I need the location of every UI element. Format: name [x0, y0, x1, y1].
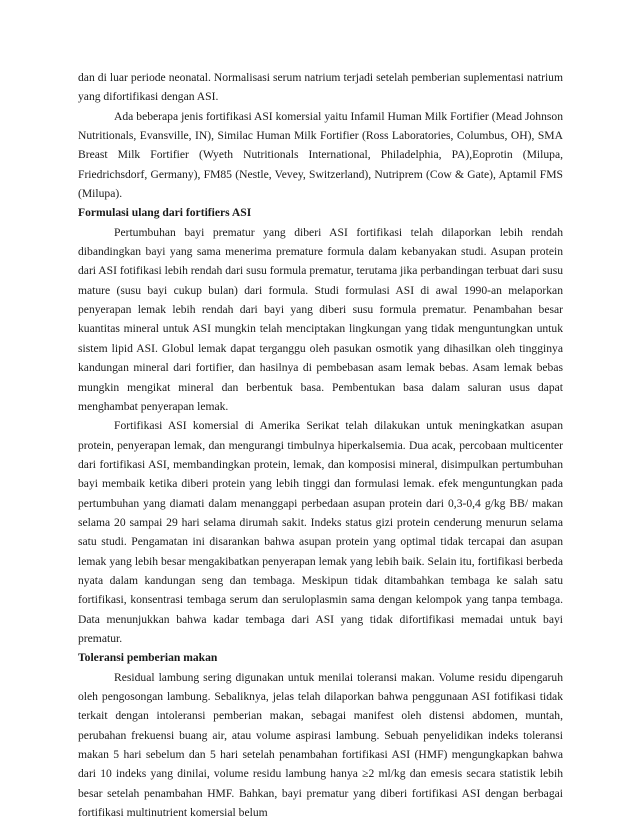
paragraph-continuation: dan di luar periode neonatal. Normalisasi serum natrium terjadi setelah pemberian suplementasi natrium yang difortifikasi dengan ASI. — [78, 71, 563, 104]
paragraph-us-fortification: Fortifikasi ASI komersial di Amerika Serikat telah dilakukan untuk meningkatkan asupan protein, penyerapan lemak, dan mengurangi timbulnya hiperkalsemia. Dua acak, percobaan multicenter dari fortifikasi ASI, membandingkan protein, lemak, dan komposisi mineral, disimpulkan pertumbuhan bayi membaik ketika diberi protein yang lebih tinggi dan formulasi lemak. efek menguntungkan pada pertumbuhan yang diamati dalam menanggapi perbedaan asupan protein dari 0,3-0,4 g/kg BB/ makan selama 20 sampai 29 hari selama dirumah sakit. Indeks status gizi protein cenderung menurun selama satu studi. Pengamatan ini disarankan bahwa asupan protein yang optimal tidak tercapai dan asupan lemak yang lebih besar mengakibatkan penyerapan lemak yang lebih baik. Selain itu, fortifikasi berbeda nyata dalam kandungan seng dan tembaga. Meskipun tidak ditambahkan tembaga ke salah satu fortifikasi, konsentrasi tembaga serum dan seruloplasmin sama dengan kelompok yang tanpa tembaga. Data menunjukkan bahwa kadar tembaga dari ASI yang tidak difortifikasi memadai untuk bayi prematur. — [78, 419, 563, 645]
paragraph-gastric-residual: Residual lambung sering digunakan untuk menilai toleransi makan. Volume residu dipengaruh oleh pengosongan lambung. Sebaliknya, jelas telah dilaporkan bahwa penggunaan ASI fotifikasi tidak terkait dengan intoleransi pemberian makan, sebagai manifest oleh distensi abdomen, muntah, perubahan frekuensi buang air, atau volume aspirasi lambung. Sebuah penyelidikan indeks toleransi makan 5 hari sebelum dan 5 hari setelah penambahan fortifikasi ASI (HMF) mengungkapkan bahwa dari 10 indeks yang dinilai, volume residu lambung hanya ≥2 ml/kg dan emesis secara statistik lebih besar setelah penambahan HMF. Bahkan, bayi prematur yang diberi fortifikasi ASI dengan berbagai fortifikasi multinutrient komersial belum — [78, 670, 563, 820]
document-page — [78, 68, 563, 822]
section-heading-feeding-tolerance: Toleransi pemberian makan — [78, 651, 218, 665]
paragraph-growth: Pertumbuhan bayi prematur yang diberi ASI fortifikasi telah dilaporkan lebih rendah dibandingkan bayi yang sama menerima premature formula dalam kebanyakan studi. Asupan protein dari ASI fotifikasi lebih rendah dari susu formula prematur, terutama jika perbandingan terbuat dari susu mature (susu bayi cukup bulan) dari formula. Studi formulasi ASI di awal 1990-an melaporkan penyerapan lemak lebih rendah dari bayi yang diberi susu formula prematur. Penambahan besar kuantitas mineral untuk ASI mungkin telah menciptakan lingkungan yang tidak menguntungkan untuk sistem lipid ASI. Globul lemak dapat terganggu oleh pasukan osmotik yang dihasilkan oleh tingginya kandungan mineral dari fortifier, dan hasilnya di pembebasan asam lemak bebas. Asam lemak bebas mungkin mengikat mineral dan berbentuk basa. Pembentukan basa dalam saluran usus dapat menghambat penyerapan lemak. — [78, 225, 563, 413]
section-heading-reformulation: Formulasi ulang dari fortifiers ASI — [78, 206, 252, 220]
paragraph-fortifier-brands: Ada beberapa jenis fortifikasi ASI komersial yaitu Infamil Human Milk Fortifier (Mead Johnson Nutritionals, Evansville, IN), Similac Human Milk Fortifier (Ross Laboratories, Columbus, OH), SMA Breast Milk Fortifier (Wyeth Nutritionals International, Philadelphia, PA),Eoprotin (Milupa, Friedrichsdorf, Germany), FM85 (Nestle, Vevey, Switzerland), Nutriprem (Cow & Gate), Aptamil FMS (Milupa). — [78, 109, 563, 201]
